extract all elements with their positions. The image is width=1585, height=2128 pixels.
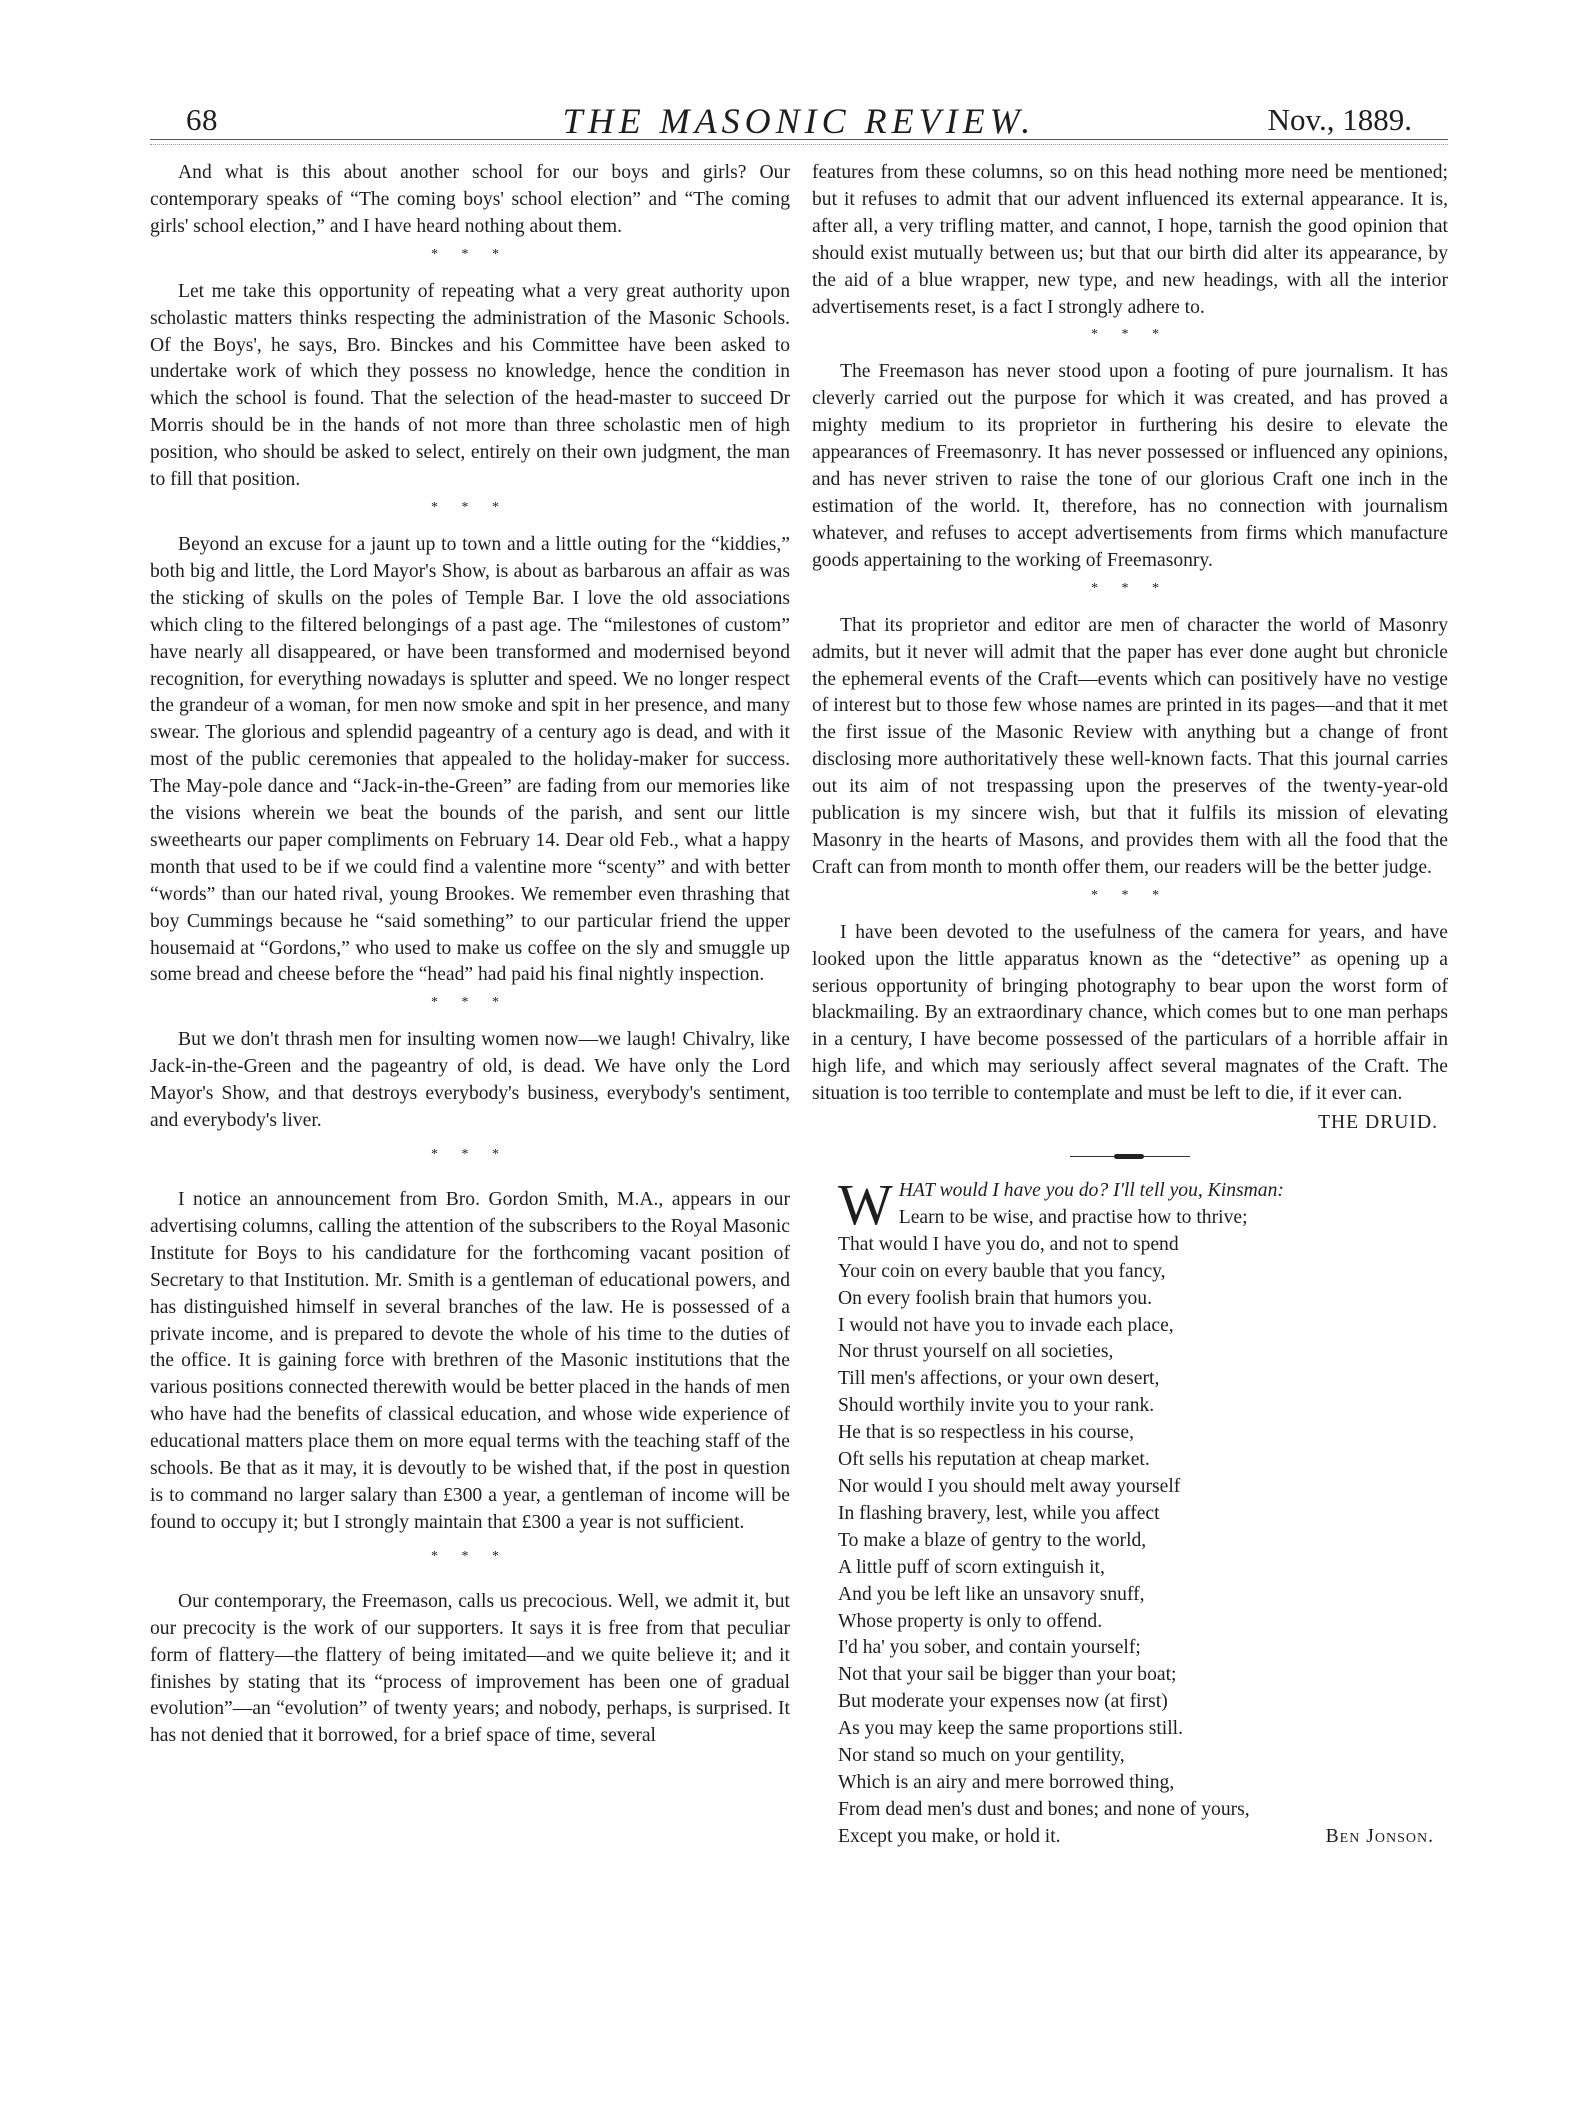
poem-line: Except you make, or hold it. <box>838 1825 1061 1847</box>
poem-line: I'd ha' you sober, and contain yourself; <box>838 1637 1141 1659</box>
poem-line: Which is an airy and mere borrowed thing, <box>838 1771 1175 1793</box>
article-paragraph: And what is this about another school for our boys and girls? Our contemporary speaks of “The coming boys' school election” and “The coming girls' school election,” and I have heard nothing about them. <box>150 162 790 237</box>
page-header <box>186 96 1412 150</box>
poem-line: Not that your sail be bigger than your boat; <box>838 1664 1177 1686</box>
poem-line: Till men's affections, or your own desert, <box>838 1368 1160 1390</box>
poem-line: A little puff of scorn extinguish it, <box>838 1556 1105 1578</box>
article-paragraph: But we don't thrash men for insulting women now—we laugh! Chivalry, like Jack-in-the-Green and the pageantry of old, is dead. We have only the Lord Mayor's Show, and that destroys everybody's business, everybody's sentiment, and everybody's liver. <box>150 1029 790 1132</box>
poem-line: And you be left like an unsavory snuff, <box>838 1583 1145 1605</box>
poem-line: As you may keep the same proportions still. <box>838 1718 1184 1740</box>
drop-cap: W <box>838 1178 893 1232</box>
poem-line: Oft sells his reputation at cheap market. <box>838 1449 1150 1471</box>
poem-line: Should worthily invite you to your rank. <box>838 1395 1155 1417</box>
poem-line: Whose property is only to offend. <box>838 1610 1103 1632</box>
poem-line: That would I have you do, and not to spend <box>838 1233 1179 1255</box>
poem-line: Nor stand so much on your gentility, <box>838 1745 1125 1767</box>
ornamental-divider <box>1070 1155 1190 1158</box>
section-separator: * * * <box>1091 887 1169 903</box>
poem-lines <box>838 1232 1448 1824</box>
divider-ornament-icon <box>1114 1154 1144 1159</box>
poem-line: Your coin on every bauble that you fancy, <box>838 1260 1166 1282</box>
article-paragraph: The Freemason has never stood upon a footing of pure journalism. It has cleverly carried out the purpose for which it was created, and has proved a mighty medium to its proprietor in furthering his desire to elevate the appearances of Freemasonry. It has never possessed or influenced any opinions, and has never striven to raise the tone of our glorious Craft one inch in the estimation of the world. It, therefore, has no connection with journalism whatever, and refuses to accept advertisements from firms which manufacture goods appertaining to the working of Freemasonry. <box>812 361 1448 571</box>
poem-line: Learn to be wise, and practise how to thrive; <box>898 1206 1248 1228</box>
poem-closing <box>838 1824 1448 1851</box>
section-separator: * * * <box>431 1147 509 1162</box>
poem-line: Nor thrust yourself on all societies, <box>838 1341 1114 1363</box>
article-paragraph: Beyond an excuse for a jaunt up to town and a little outing for the “kiddies,” both big and little, the Lord Mayor's Show, is about as barbarous an affair as was the sticking of skulls on the poles of Temple Bar. I love the old associations which cling to the filtered belongings of a past age. The “milestones of custom” have nearly all disappeared, or have been transformed and modernised beyond recognition, for everything nowadays is splutter and speed. We no longer respect the grandeur of a woman, for men now smoke and spit in her presence, and many swear. The glorious and splendid pageantry of a century ago is dead, and with it most of the public ceremonies that appealed to the holiday-maker for success. The May-pole dance and “Jack-in-the-Green” are fading from our memories like the visions wherein we beat the bounds of the parish, and sent our little sweethearts our paper compliments on February 14. Dear old Feb., what a happy month that used to be if we could find a valentine more “scenty” and with better “words” than our hated rival, young Brookes. We remember even thrashing that boy Cummings because he “said something” to our particular friend the upper housemaid at “Gordons,” who used to make us coffee on the sly and smuggle up some bread and cheese before the “head” had paid his final nightly inspection. <box>150 533 790 986</box>
poem-line: He that is so respectless in his course, <box>838 1422 1135 1444</box>
poem-line: HAT would I have you do? I'll tell you, Kinsman: <box>898 1180 1284 1201</box>
poem-line: I would not have you to invade each place, <box>838 1314 1174 1336</box>
section-separator: * * * <box>431 246 509 262</box>
article-paragraph: I have been devoted to the usefulness of the camera for years, and have looked upon the little apparatus known as the “detective” as opening up a serious opportunity of bringing photography to bear upon the worst form of blackmailing. By an extraordinary chance, which comes but to one man perhaps in a century, I have become possessed of the particulars of a horrible affair in high life, and which may seriously affect several magnates of the Craft. The situation is too terrible to contemplate and must be left to die, if it ever can. <box>812 921 1448 1105</box>
article-paragraph: Our contemporary, the Freemason, calls us precocious. Well, we admit it, but our precocity is the work of our supporters. It says it is free from that peculiar form of flattery—the flattery of being imitated—and we quite believe it; and it finishes by stating that its “process of improvement has been one of gradual evolution”—an “evolution” of twenty years; and nobody, perhaps, is surprised. It has not denied that it borrowed, for a brief space of time, several <box>150 1590 790 1747</box>
article-paragraph: features from these columns, so on this head nothing more need be mentioned; but it refuses to admit that our advent influenced its external appearance. It is, after all, a very trifling matter, and cannot, I hope, tarnish the good opinion that should exist mutually between us; but that our birth did alter its appearance, by the aid of a blue wrapper, new type, and new headings, with all the interior advertisements reset, is a fact I strongly adhere to. <box>812 162 1448 318</box>
section-separator: * * * <box>1091 327 1169 343</box>
poem-line: In flashing bravery, lest, while you affect <box>838 1502 1160 1524</box>
poem-author: Ben Jonson. <box>1325 1825 1434 1847</box>
journal-title: THE MASONIC REVIEW. <box>562 101 1036 141</box>
header-rule-dotted <box>150 144 1448 145</box>
author-signature: THE DRUID. <box>1318 1112 1438 1134</box>
poem-line: But moderate your expenses now (at first) <box>838 1691 1168 1713</box>
poem-line: On every foolish brain that humors you. <box>838 1287 1152 1309</box>
poem-line: Nor would I you should melt away yourself <box>838 1475 1181 1497</box>
right-column <box>812 160 1448 1851</box>
page-number: 68 <box>186 102 218 137</box>
poem-line: To make a blaze of gentry to the world, <box>838 1529 1147 1551</box>
section-separator: * * * <box>1091 580 1169 596</box>
article-paragraph: Let me take this opportunity of repeating what a very great authority upon scholastic matters thinks respecting the administration of the Masonic Schools. Of the Boys', he says, Bro. Binckes and his Committee have been asked to undertake work of which they possess no knowledge, hence the condition in which the school is found. That the selection of the head-master to succeed Dr Morris should be in the hands of not more than three scholastic men of high position, who should be asked to select, entirely on their own judgment, the man to fill that position. <box>150 280 790 491</box>
section-separator: * * * <box>431 499 509 515</box>
section-separator: * * * <box>431 995 509 1011</box>
section-separator: * * * <box>431 1548 509 1564</box>
article-paragraph: That its proprietor and editor are men of character the world of Masonry admits, but it never will admit that the paper has ever done aught but chronicle the ephemeral events of the Craft—events which can positively have no vestige of interest but to those few whose names are printed in its pages—and that it met the first issue of the Masonic Review with anything but a change of front disclosing more authoritatively these well-known facts. That this journal carries out its aim of not trespassing upon the preserves of the twenty-year-old publication is my sincere wish, but that it fulfils its mission of elevating Masonry in the hearts of Masons, and provides them with all the food that the Craft can from month to month offer them, our readers will be the better judge. <box>812 614 1448 878</box>
poem-line: From dead men's dust and bones; and none of yours, <box>838 1798 1250 1820</box>
poem <box>812 1178 1448 1851</box>
issue-date: Nov., 1889. <box>1267 102 1412 137</box>
article-paragraph: I notice an announcement from Bro. Gordon Smith, M.A., appears in our advertising columns, calling the attention of the subscribers to the Royal Masonic Institute for Boys to his candidature for the forthcoming vacant position of Secretary to that Institution. Mr. Smith is a gentleman of educational powers, and has distinguished himself in several branches of the law. He is possessed of a private income, and is prepared to devote the whole of his time to the duties of the office. It is gaining force with brethren of the Masonic institutions that the various positions connected therewith would be better placed in the hands of men who have had the benefits of classical education, and whose wide experience of educational matters place them on more equal terms with the teaching staff of the schools. Be that as it may, it is devoutly to be wished that, if the post in question is to command no larger salary than £300 a year, a gentleman of income will be found to occupy it; but I strongly maintain that £300 a year is not sufficient. <box>150 1189 790 1533</box>
poem-opening <box>838 1178 1448 1232</box>
header-rule <box>150 139 1448 140</box>
left-column <box>150 160 790 1750</box>
